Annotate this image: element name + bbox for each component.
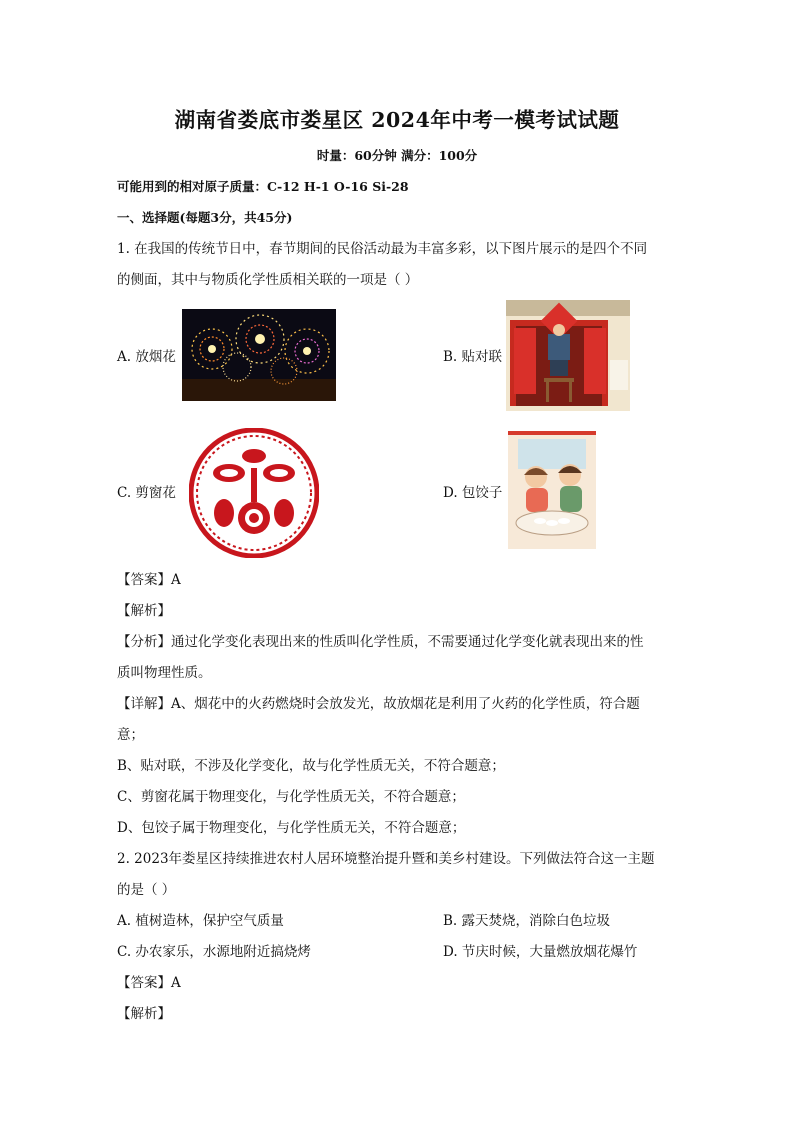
exam-time-score: 时量：60分钟 满分：100分: [316, 148, 478, 163]
section-heading: 一、选择题(每题3分，共45分): [117, 210, 293, 225]
page-title: 湖南省娄底市娄星区 2024年中考一模考试试题: [174, 108, 620, 132]
option-c-label: C. 剪窗花: [117, 485, 176, 501]
paper-cutting-image: [189, 428, 319, 558]
question-2-option-c: C. 办农家乐，水源地附近搞烧烤: [117, 944, 311, 960]
question-2-answer: 【答案】A: [117, 975, 181, 991]
dumplings-image: [508, 431, 596, 549]
question-1-analysis-heading: 【解析】: [117, 603, 171, 619]
fireworks-image: [182, 309, 336, 401]
question-1-detail-line-2: 意；: [117, 727, 144, 743]
option-b-label: B. 贴对联: [443, 349, 503, 365]
question-2-analysis-heading: 【解析】: [117, 1006, 171, 1022]
question-1-analysis-line-1: 【分析】通过化学变化表现出来的性质叫化学性质，不需要通过化学变化就表现出来的性: [117, 634, 644, 650]
question-2-option-b: B. 露天焚烧，消除白色垃圾: [443, 913, 611, 929]
question-1-detail-b: B、贴对联，不涉及化学变化，故与化学性质无关，不符合题意；: [117, 758, 505, 774]
option-d-label: D. 包饺子: [443, 485, 503, 501]
question-1-detail-d: D、包饺子属于物理变化，与化学性质无关，不符合题意；: [117, 820, 466, 836]
question-2-line-1: 2. 2023年娄星区持续推进农村人居环境整治提升暨和美乡村建设。下列做法符合这一主题: [117, 851, 655, 867]
question-2-option-d: D. 节庆时候，大量燃放烟花爆竹: [443, 944, 638, 960]
question-1-analysis-line-2: 质叫物理性质。: [117, 665, 212, 681]
atomic-mass-note: 可能用到的相对原子质量：C-12 H-1 O-16 Si-28: [117, 179, 409, 194]
question-1-answer: 【答案】A: [117, 572, 181, 588]
question-1-detail-line-1: 【详解】A、烟花中的火药燃烧时会放发光，故放烟花是利用了火药的化学性质，符合题: [117, 696, 640, 712]
couplet-image: [506, 300, 630, 411]
option-a-label: A. 放烟花: [117, 349, 176, 365]
question-2-option-a: A. 植树造林，保护空气质量: [117, 913, 284, 929]
question-1-detail-c: C、剪窗花属于物理变化，与化学性质无关，不符合题意；: [117, 789, 465, 805]
question-1-line-1: 1. 在我国的传统节日中，春节期间的民俗活动最为丰富多彩，以下图片展示的是四个不同: [117, 241, 648, 257]
question-1-line-2: 的侧面，其中与物质化学性质相关联的一项是（ ）: [117, 272, 419, 288]
question-2-line-2: 的是（ ）: [117, 882, 176, 898]
